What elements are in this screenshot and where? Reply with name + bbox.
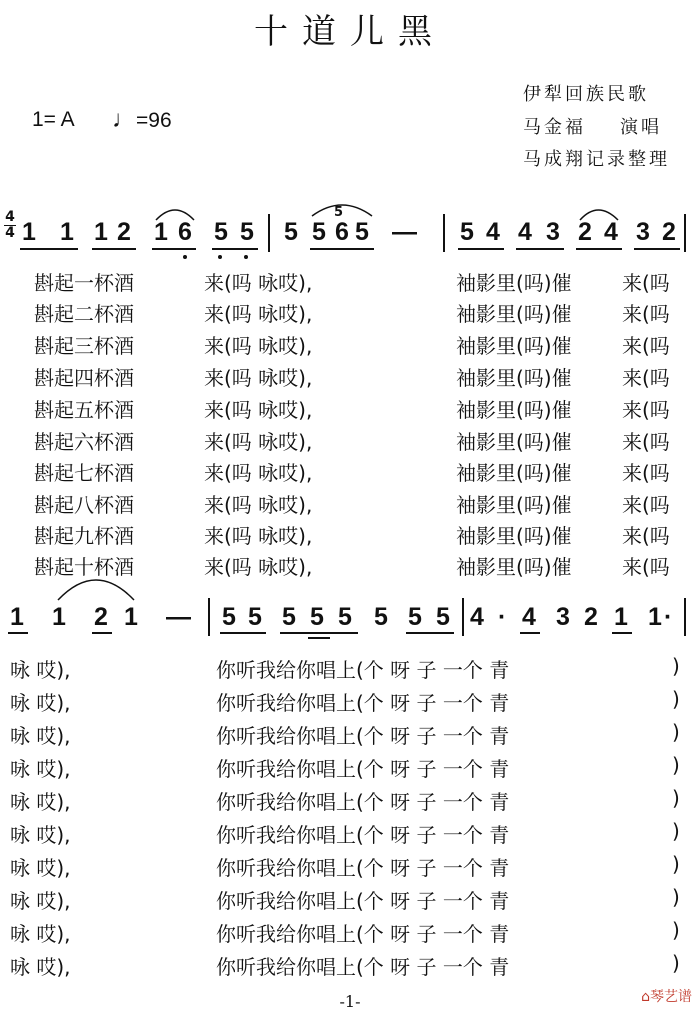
note: 5 xyxy=(310,603,324,631)
lyric-row: 斟起七杯酒 来(吗 咏哎), 袖影里(吗)催 来(吗 xyxy=(34,461,670,485)
key-signature: 1= A xyxy=(32,108,75,131)
note: 5 xyxy=(222,603,236,631)
note: 4 xyxy=(522,603,536,631)
lyric-row: 斟起一杯酒 来(吗 咏哎), 袖影里(吗)催 来(吗 xyxy=(34,271,670,295)
note: 4 xyxy=(470,603,484,631)
genre-credit: 伊犁回族民歌 xyxy=(523,84,649,105)
note: 1 xyxy=(614,603,628,631)
note: 2 xyxy=(584,603,598,631)
logo-icon: ⌂ xyxy=(641,989,650,1005)
lyric-row: 斟起六杯酒 来(吗 咏哎), 袖影里(吗)催 来(吗 xyxy=(34,430,670,454)
note: 5 xyxy=(282,603,296,631)
lyric-row: 咏 哎), 你听我给你唱上(个 呀 子 一个 青 ) xyxy=(10,885,680,913)
song-title: 十道儿黑 xyxy=(254,12,446,52)
note: 2 xyxy=(94,603,108,631)
note: 2 xyxy=(117,218,131,246)
slur xyxy=(312,205,372,216)
lyric-row: 咏 哎), 你听我给你唱上(个 呀 子 一个 青 ) xyxy=(10,654,680,682)
note: 5 xyxy=(460,218,474,246)
lyric-row: 咏 哎), 你听我给你唱上(个 呀 子 一个 青 ) xyxy=(10,819,680,847)
note: 1 xyxy=(52,603,66,631)
note: 6 xyxy=(178,218,192,246)
note: 2 xyxy=(578,218,592,246)
note: 4 xyxy=(486,218,500,246)
note: 4 xyxy=(604,218,618,246)
note: 3 xyxy=(636,218,650,246)
lyric-row: 咏 哎), 你听我给你唱上(个 呀 子 一个 青 ) xyxy=(10,687,680,715)
lyric-row: 斟起二杯酒 来(吗 咏哎), 袖影里(吗)催 来(吗 xyxy=(34,302,670,326)
note: 5 xyxy=(240,218,254,246)
octave-dot xyxy=(244,255,248,259)
singer-name: 马金福 xyxy=(523,117,586,138)
octave-dot xyxy=(218,255,222,259)
dash: — xyxy=(166,603,191,631)
note: 2 xyxy=(662,218,676,246)
lyric-row: 斟起九杯酒 来(吗 咏哎), 袖影里(吗)催 来(吗 xyxy=(34,524,670,548)
lyric-row: 斟起十杯酒 来(吗 咏哎), 袖影里(吗)催 来(吗 xyxy=(34,555,670,579)
lyric-row: 咏 哎), 你听我给你唱上(个 呀 子 一个 青 ) xyxy=(10,951,680,979)
octave-dot xyxy=(183,255,187,259)
dot: · xyxy=(664,603,673,631)
note: 1 xyxy=(648,603,662,631)
note: 5 xyxy=(408,603,422,631)
time-signature: 4 4 xyxy=(5,209,15,241)
recorder-credit: 马成翔记录整理 xyxy=(523,149,670,170)
note: 5 xyxy=(338,603,352,631)
note: 5 xyxy=(214,218,228,246)
lyric-row: 斟起八杯酒 来(吗 咏哎), 袖影里(吗)催 来(吗 xyxy=(34,493,670,517)
note: 4 xyxy=(518,218,532,246)
lyric-row: 咏 哎), 你听我给你唱上(个 呀 子 一个 青 ) xyxy=(10,786,680,814)
slur xyxy=(156,210,194,220)
lyric-row: 咏 哎), 你听我给你唱上(个 呀 子 一个 青 ) xyxy=(10,753,680,781)
lyric-row: 斟起四杯酒 来(吗 咏哎), 袖影里(吗)催 来(吗 xyxy=(34,366,670,390)
note: 5 xyxy=(312,218,326,246)
tempo-value: =96 xyxy=(136,109,172,132)
singer-role: 演唱 xyxy=(620,117,662,138)
note: 1 xyxy=(22,218,36,246)
note: 5 xyxy=(248,603,262,631)
note: 1 xyxy=(154,218,168,246)
quarter-note-icon: ♩ xyxy=(112,106,136,133)
slur xyxy=(580,210,618,220)
dash: — xyxy=(392,218,417,246)
note: 1 xyxy=(10,603,24,631)
note: 1 xyxy=(94,218,108,246)
lyric-row: 咏 哎), 你听我给你唱上(个 呀 子 一个 青 ) xyxy=(10,720,680,748)
note: 5 xyxy=(374,603,388,631)
note: 5 xyxy=(436,603,450,631)
site-logo: ⌂琴艺谱 xyxy=(641,989,692,1005)
note: 3 xyxy=(546,218,560,246)
note: 1 xyxy=(124,603,138,631)
page-number: -1- xyxy=(339,992,361,1011)
slur xyxy=(58,580,134,600)
note: 5 xyxy=(355,218,369,246)
note: 3 xyxy=(556,603,570,631)
note: 1 xyxy=(60,218,74,246)
lyric-row: 斟起三杯酒 来(吗 咏哎), 袖影里(吗)催 来(吗 xyxy=(34,334,670,358)
lyric-row: 咏 哎), 你听我给你唱上(个 呀 子 一个 青 ) xyxy=(10,918,680,946)
tuplet-number: 5 xyxy=(334,205,344,220)
note: 6 xyxy=(335,218,349,246)
dot: · xyxy=(498,603,507,631)
note: 5 xyxy=(284,218,298,246)
lyric-row: 斟起五杯酒 来(吗 咏哎), 袖影里(吗)催 来(吗 xyxy=(34,398,670,422)
lyric-row: 咏 哎), 你听我给你唱上(个 呀 子 一个 青 ) xyxy=(10,852,680,880)
